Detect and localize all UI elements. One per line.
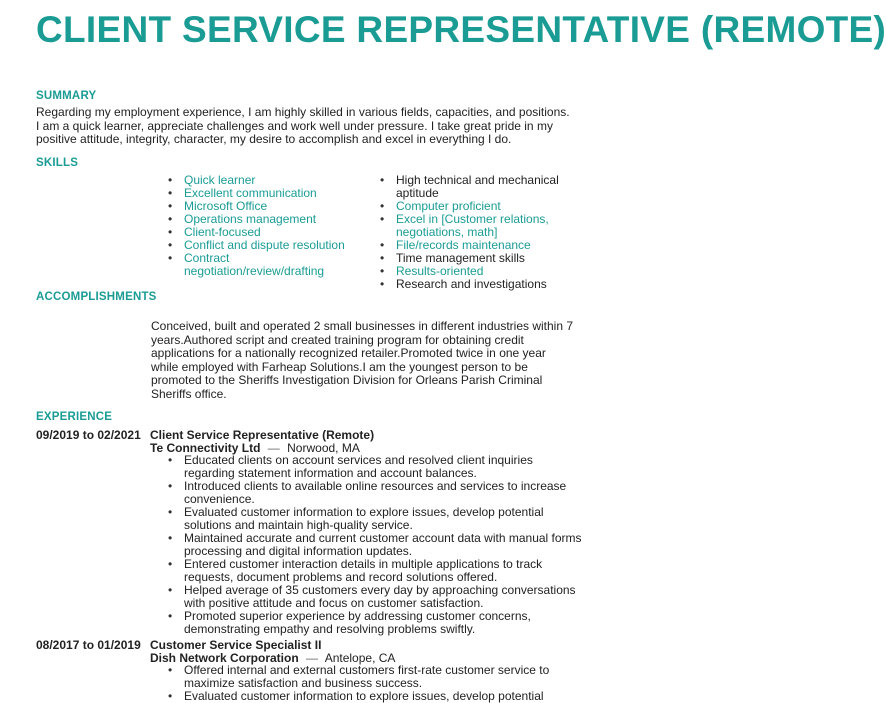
accomplishments-text: Conceived, built and operated 2 small businesses in different industries within 7 years.Authored script and created training program for obtaining credit applications for a nationally recognized retailer.Promoted twice in one year while employed with Farheap Solutions.I am the youngest person to be promoted to the Sheriffs Investigation Division for Orleans Parish Criminal Sheriffs office.	[151, 319, 574, 401]
skills-right-list	[378, 174, 578, 291]
skill-item: • Excel in [Customer relations, negotiations, math]	[378, 213, 578, 239]
skill-item: • Conflict and dispute resolution	[166, 239, 371, 252]
job-duties-list	[166, 664, 586, 703]
job-company: Dish Network Corporation	[150, 651, 299, 665]
duty-item: • Offered internal and external customers first-rate customer service to maximize satisfaction and business success.	[166, 664, 586, 690]
skill-item: • Quick learner	[166, 174, 371, 187]
skill-item: • Contract negotiation/review/drafting	[166, 252, 371, 278]
job-dates: 09/2019 to 02/2021	[36, 428, 141, 442]
job-dates: 08/2017 to 01/2019	[36, 638, 141, 652]
skill-item: • Computer proficient	[378, 200, 578, 213]
skill-item: • Research and investigations	[378, 278, 578, 291]
duty-item: • Evaluated customer information to explore issues, develop potential solutions and maintain high-quality service.	[166, 506, 586, 532]
skill-item: • Excellent communication	[166, 187, 371, 200]
separator-dash: —	[267, 441, 280, 455]
summary-heading: SUMMARY	[36, 90, 97, 102]
skill-item: • High technical and mechanical aptitude	[378, 174, 578, 200]
skills-left-list	[166, 174, 371, 278]
duty-item: • Evaluated customer information to explore issues, develop potential	[166, 690, 586, 703]
job-title: Customer Service Specialist II	[150, 638, 322, 652]
skill-item: • File/records maintenance	[378, 239, 578, 252]
job-location: Norwood, MA	[287, 441, 360, 455]
duty-item: • Introduced clients to available online resources and services to increase convenience.	[166, 480, 586, 506]
separator-dash: —	[306, 651, 319, 665]
duty-item: • Helped average of 35 customers every day by approaching conversations with positive attitude and focus on customer satisfaction.	[166, 584, 586, 610]
accomplishments-heading: ACCOMPLISHMENTS	[36, 291, 157, 303]
duty-item: • Promoted superior experience by addressing customer concerns, demonstrating empathy and resolving problems swiftly.	[166, 610, 586, 636]
job-duties-list	[166, 454, 586, 636]
job-location: Antelope, CA	[324, 651, 396, 665]
duty-item: • Entered customer interaction details in multiple applications to track requests, document problems and record solutions offered.	[166, 558, 586, 584]
duty-item: • Educated clients on account services and resolved client inquiries regarding statement information and account balances.	[166, 454, 586, 480]
skill-item: • Time management skills	[378, 252, 578, 265]
job-company: Te Connectivity Ltd	[150, 441, 261, 455]
skills-heading: SKILLS	[36, 157, 79, 169]
summary-text: Regarding my employment experience, I am highly skilled in various fields, capacities, and positions. I am a quick learner, appreciate challenges and work well under pressure. I take great pride in my positive attitude, integrity, character, my desire to accomplish and excel in everything I do.	[36, 105, 570, 146]
resume-title: CLIENT SERVICE REPRESENTATIVE (REMOTE)	[36, 9, 886, 50]
job-title: Client Service Representative (Remote)	[150, 428, 375, 442]
skill-item: • Results-oriented	[378, 265, 578, 278]
skill-item: • Microsoft Office	[166, 200, 371, 213]
duty-item: • Maintained accurate and current customer account data with manual forms processing and digital information updates.	[166, 532, 586, 558]
skill-item: • Operations management	[166, 213, 371, 226]
skill-item: • Client-focused	[166, 226, 371, 239]
experience-heading: EXPERIENCE	[36, 411, 113, 423]
